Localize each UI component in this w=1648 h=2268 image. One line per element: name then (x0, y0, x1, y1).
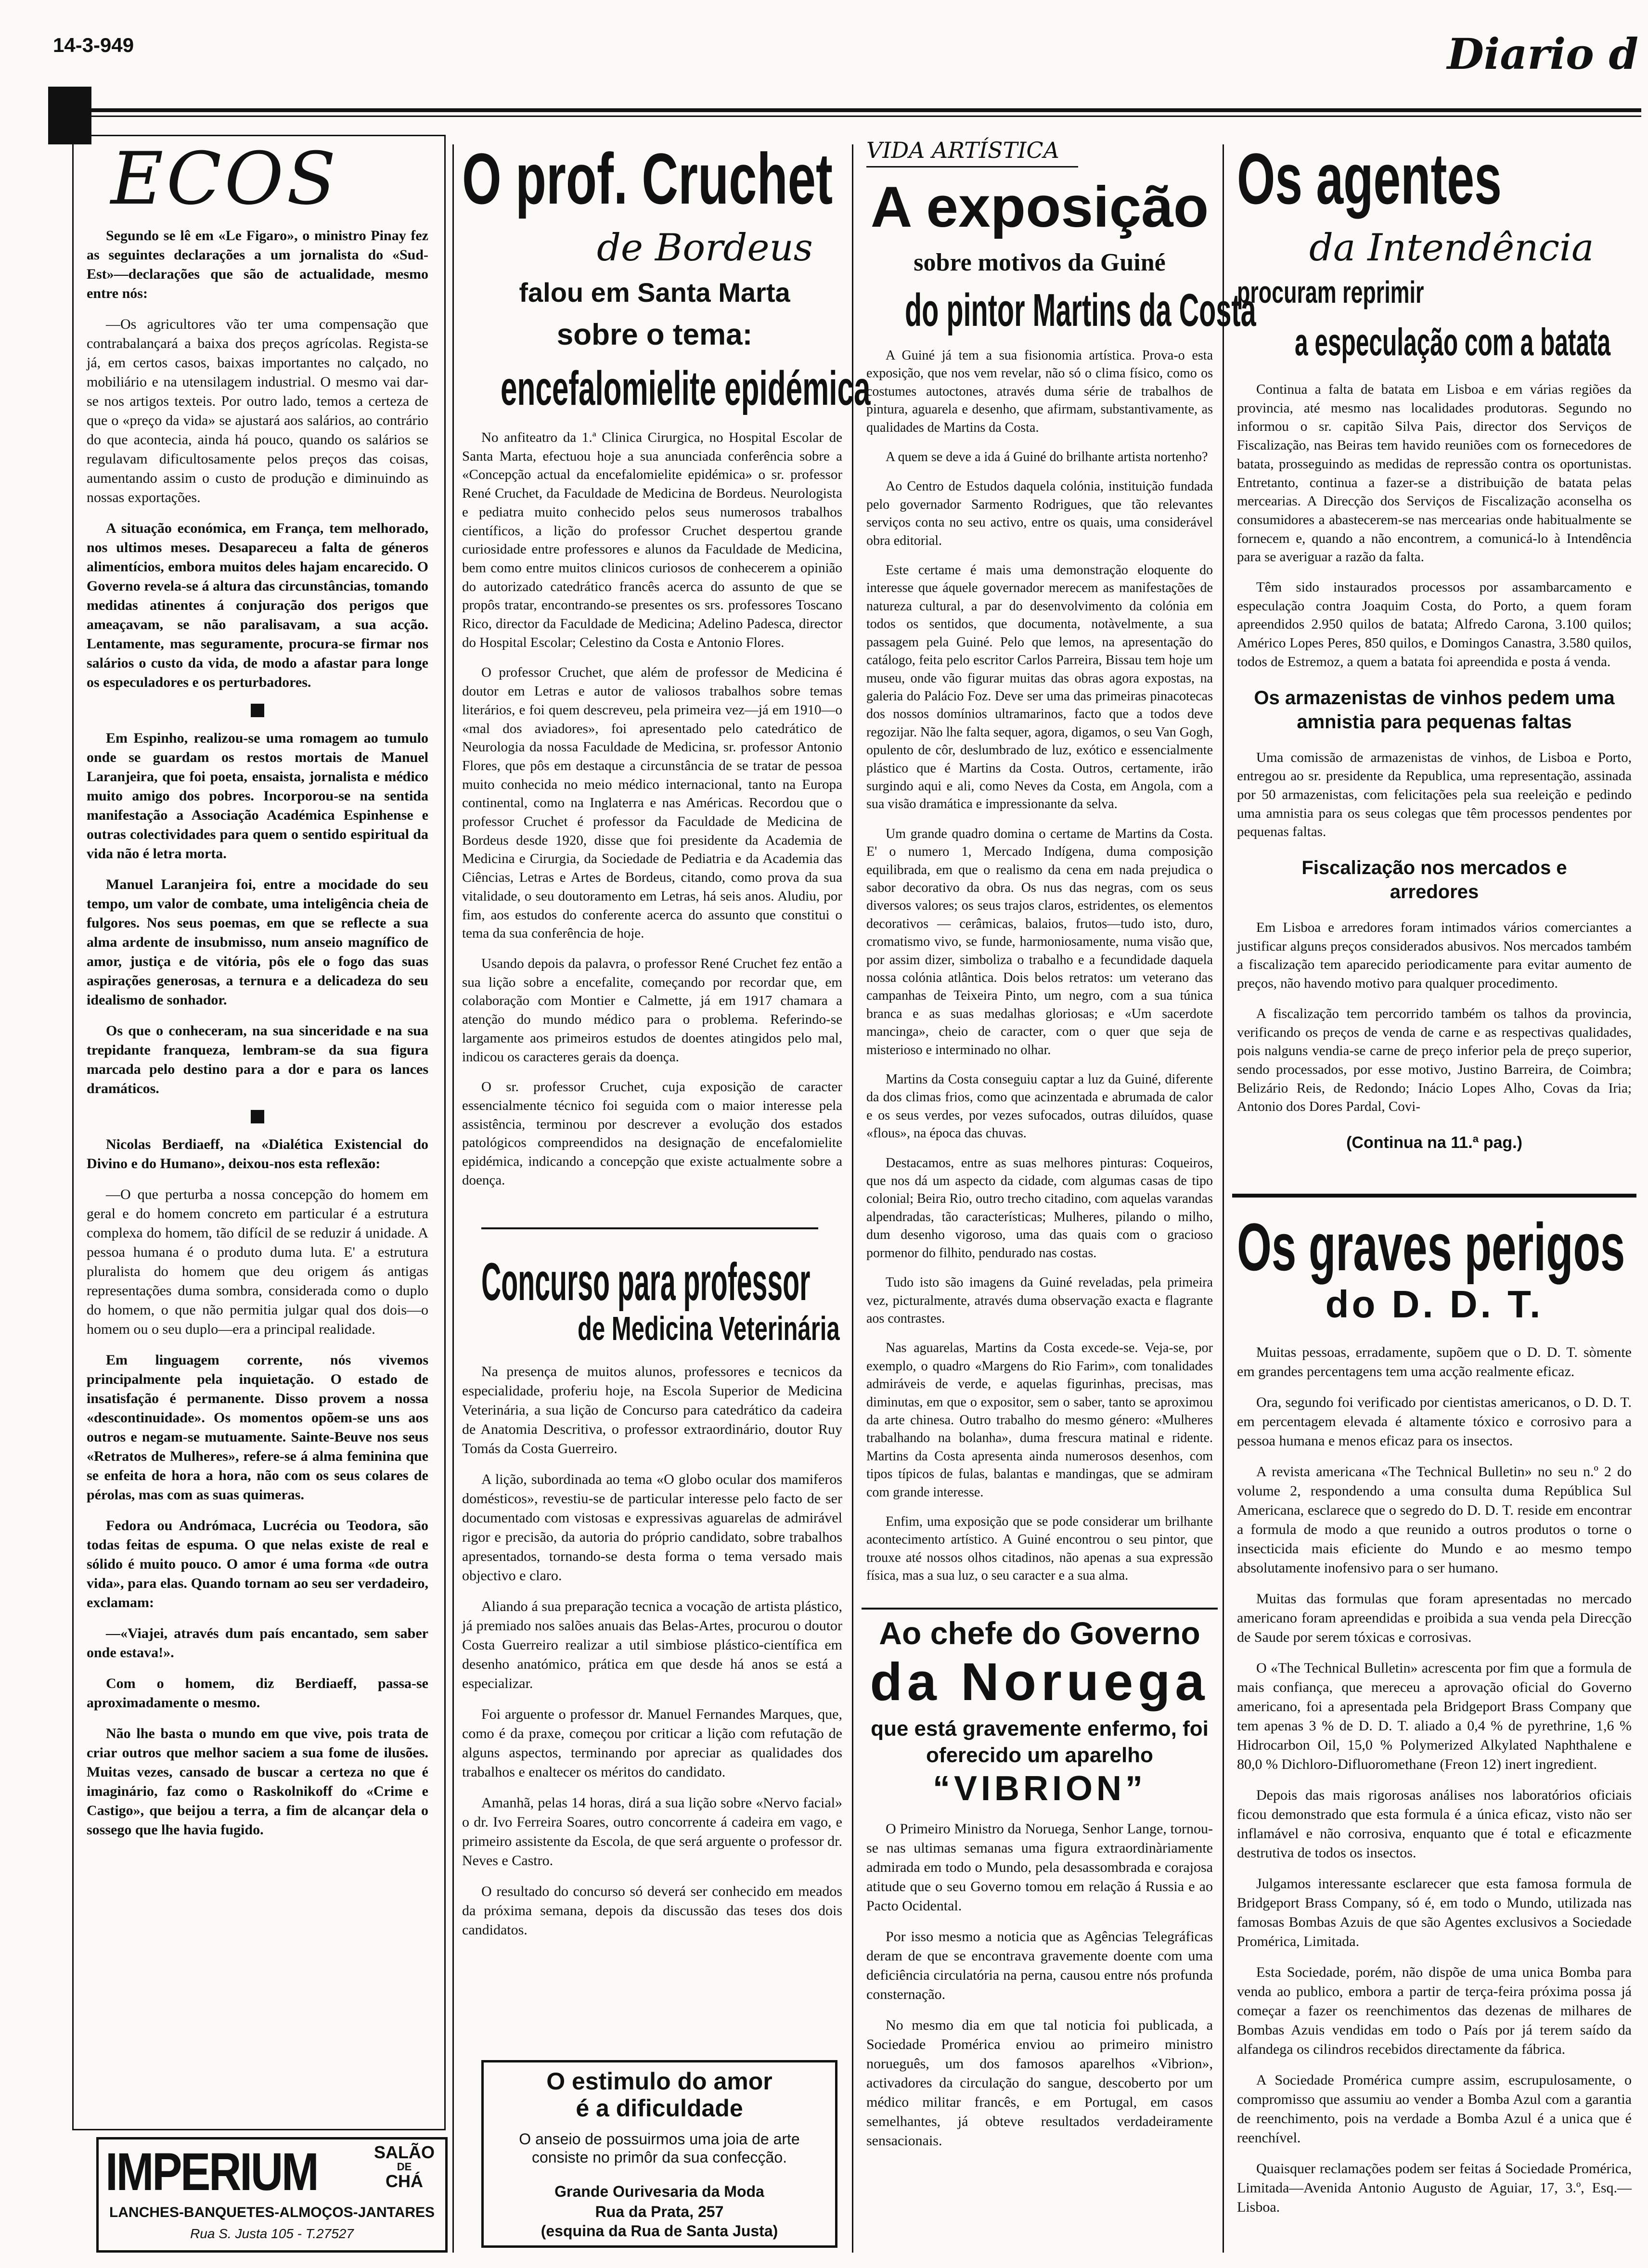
ddt-rule (1232, 1194, 1636, 1198)
exposicao-subtitle: sobre motivos da Guiné (914, 249, 1166, 276)
concurso-paragraph: O resultado do concurso só deverá ser conhecido em meados da próxima semana, depois da discussão das teses dos dois candidatos. (462, 1883, 842, 1938)
column-divider (452, 144, 454, 2253)
noruega-line2: da Noruega (870, 1652, 1210, 1712)
estimulo-address: (esquina da Rua de Santa Justa) (541, 2222, 778, 2240)
estimulo-title2: é a dificuldade (576, 2095, 743, 2122)
exposicao-paragraph: Tudo isto são imagens da Guiné reveladas, pela primeira vez, picturalmente, através duma observação exacta e flagrante aos contrastes. (866, 1275, 1213, 1326)
exposicao-paragraph: Este certame é mais uma demonstração eloquente do interesse que áquele governador merecem as manifestações de natureza cultural, a par do desenvolvimento da colónia em todos os sentidos, que documenta, notàvelmente, a sua passagem pela Guiné. Pelo que lemos, na apresentação do catálogo, feita pelo escritor Carlos Parreira, Bissau tem hoje um museu, onde vão figurar muitas das obras agora expostas, na galeria do Palácio Foz. Deve ser uma das primeiras pinacotecas dos nossos domínios ultramarinos, facto que a todos deve regozijar. Não lhe falta sequer, agora, digamos, o seu Van Gogh, opulento de côr, deslumbrado de luz, exótico e essencialmente plástico que é Martins da Costa. Outros, certamente, irão surgindo aqui e ali, como Neves da Costa, em Angola, com a sua visão dramática e impressionante da selva. (866, 563, 1213, 812)
estimulo-body: O anseio de possuirmos uma joia de arte consiste no primôr da sua confecção. (519, 2130, 800, 2166)
separator-square (251, 1110, 264, 1123)
cruchet-line1: falou em Santa Marta (519, 277, 790, 308)
ecos-column (87, 226, 428, 1851)
imperium-ad (96, 2137, 448, 2253)
agentes-paragraph: Em Lisboa e arredores foram intimados vários comerciantes a justificar alguns preços considerados abusivos. Nos mercados também a fiscalização tem aparecido periodicamente para evitar aumento de preços, não havendo motivo para qualquer procedimento. (1237, 920, 1632, 992)
noruega-rule (862, 1608, 1218, 1610)
agentes-subheading: Os armazenistas de vinhos pedem uma amnistia para pequenas faltas (1254, 687, 1615, 733)
exposicao-paragraph: Nas aguarelas, Martins da Costa excede-se. Veja-se, por exemplo, o quadro «Margens do Rio Farim», com tonalidades admiráveis de verde, e aquelas figurinhas, precisas, mas diminutas, em que o expositor, sem o saber, tanto se aproximou da arte chinesa. Outro trabalho do mesmo género: «Mulheres trabalhando na bolanha», duma frescura matinal e ridente. Martins da Costa apresenta ainda numerosos desenhos, com tipos típicos de fulas, balantas e mandingas, que se admiram com grande interesse. (866, 1340, 1213, 1500)
ecos-paragraph: Com o homem, diz Berdiaeff, passa-se aproximadamente o mesmo. (87, 1675, 428, 1711)
ddt-paragraph: Esta Sociedade, porém, não dispõe de uma unica Bomba para venda ao publico, embora a partir de terça-feira próxima possa já começar a fazer os reenchimentos das dezenas de milhares de Bombas Azuis vendidas em todo o País por já terem saído da alfandega os cilindros recebidos directamente da fábrica. (1237, 1964, 1632, 2057)
agentes-paragraph: Têm sido instaurados processos por assambarcamento e especulação contra Joaquim Costa, do Porto, a quem foram apreendidos 2.950 quilos de batata; Alfredo Carona, 3.100 quilos; Américo Lopes Peres, 850 quilos, e Domingos Canastra, 3.580 quilos, todos de Estremoz, a quem a batata foi apreendida e posta á venda. (1237, 580, 1632, 670)
ddt-paragraph: Muitas das formulas que foram apresentadas no mercado americano foram apreendidas e proibida a sua venda pela Direcção de Saude por serem tóxicas e corrosivas. (1237, 1591, 1632, 1645)
ddt-paragraph: A revista americana «The Technical Bulletin» no seu n.º 2 do volume 2, respondendo a uma consulta duma República Sul Americana, esclarece que o segredo do D. D. T. reside em encontrar a formula de modo a que reunido a outros produtos o torne o insecticida mais eficiente do Mundo e ao mesmo tempo absolutamente inofensivo para o ser humano. (1237, 1464, 1632, 1576)
ecos-paragraph: Os que o conheceram, na sua sinceridade e na sua trepidante franqueza, lembram-se da sua figura marcada pelo destino para a dor e para os lances dramáticos. (87, 1023, 428, 1096)
noruega-paragraph: Por isso mesmo a noticia que as Agências Telegráficas deram de que se encontrava gravemente doente com uma deficiência circulatória na perna, causou entre nós profunda consternação. (866, 1929, 1213, 2002)
ecos-title: ECOS (111, 137, 339, 221)
noruega-paragraph: No mesmo dia em que tal noticia foi publicada, a Sociedade Promérica enviou ao primeiro ministro norueguês, um dos famosos aparelhos «Vibrion», activadores da circulação do sangue, descoberto por um médico militar francês, e em Portugal, em casos semelhantes, já obteve resultados verdadeiramente sensacionais. (866, 2017, 1213, 2149)
ecos-paragraph: Segundo se lê em «Le Figaro», o ministro Pinay fez as seguintes declarações a um jornalista do «Sud-Est»—declarações que são de actualidade, mesmo entre nós: (87, 228, 428, 301)
noruega-line1: Ao chefe do Governo (879, 1615, 1200, 1651)
concurso-paragraph: Foi arguente o professor dr. Manuel Fernandes Marques, que, como é da praxe, começou por criticar a lição com refutação de alguns aspectos, terminando por apreciar as qualidades dos trabalhos e enaltecer os méritos do candidato. (462, 1706, 842, 1780)
imperium-tag-line: CHÁ (386, 2171, 423, 2191)
agentes-paragraph: Uma comissão de armazenistas de vinhos, de Lisboa e Porto, entregou ao sr. presidente da Republica, uma representação, assinada por 50 armazenistas, com felicitações pela sua reeleição e pedindo uma amnistia para os seus colegas que têm processos pendentes por pequenas faltas. (1237, 749, 1632, 840)
top-rule-thin (48, 116, 1641, 117)
exposicao-paragraph: A Guiné já tem a sua fisionomia artística. Prova-o esta exposição, que nos vem revelar, não só o clima físico, como os costumes autoctones, através duma série de trabalhos de pintura, aguarela e desenho, que afirmam, substantivamente, as qualidades de Martins da Costa. (866, 348, 1213, 435)
exposicao-paragraph: Destacamos, entre as suas melhores pinturas: Coqueiros, que nos dá um aspecto da cidade, com algumas casas de tipo colonial; Beira Rio, outro trecho citadino, com aquelas varandas alpendradas, tão características; Mulheres, pilando o milho, dum desenho vigoroso, uma das quais com o gracioso pormenor do filhito, pendurado nas costas. (866, 1155, 1213, 1261)
exposicao-paragraph: Um grande quadro domina o certame de Martins da Costa. E' o numero 1, Mercado Indígena, duma composição equilibrada, em que o realismo da cena em nada prejudica o sabor decorativo da obra. Os nus das negras, com os seus diversos valores; os seus trajos claros, estridentes, os elementos decorativos — cerâmicas, balaios, frutos—tudo isto, duro, cromatismo vivo, se funde, harmoniosamente, numa visão que, por assim dizer, simboliza o trabalho e a fecundidade daquela nossa colónia atlântica. Dois belos retratos: um veterano das campanhas de Teixeira Pinto, um negro, com a sua túnica branca e as suas medalhas gloriosas; e «Um sacerdote mancinga», cheio de caracter, com o quer que seja de misterioso e interminado no olhar. (866, 826, 1213, 1057)
noruega-line4: oferecido um aparelho (926, 1743, 1153, 1767)
agentes-subtitle: da Intendência (1309, 226, 1594, 270)
issue-date: 14-3-949 (53, 34, 134, 56)
ecos-paragraph: Não lhe basta o mundo em que vive, pois trata de criar outros que melhor saciem a sua fome de ilusões. Muitas vezes, cansado de buscar a certeza no que é imaginário, faz como o Raskolnikoff do «Crime e Castigo», que beijou a terra, a fim de alcançar dela o sossego que lhe havia fugido. (87, 1726, 428, 1838)
imperium-address: Rua S. Justa 105 - T.27527 (190, 2226, 354, 2241)
exposicao-kicker: VIDA ARTÍSTICA (866, 137, 1059, 163)
exposicao-line2: do pintor Martins da Costa (905, 284, 1256, 336)
cruchet-paragraph: Usando depois da palavra, o professor René Cruchet fez então a sua lição sobre a encefalite, começando por recordar que, em colaboração com Montier e Calmette, já em 1917 chamara a atenção do mundo médico para o problema. Referindo-se largamente aos primeiros estudos de doentes atingidos pelo mal, indicou os caracteres gerais da doença. (462, 955, 842, 1065)
estimulo-title1: O estimulo do amor (546, 2068, 772, 2095)
ecos-paragraph: Nicolas Berdiaeff, na «Dialética Existencial do Divino e do Humano», deixou-nos esta reflexão: (87, 1136, 428, 1172)
cruchet-line2: sobre o tema: (556, 318, 753, 351)
agentes-title: Os agentes (1237, 138, 1502, 219)
estimulo-shop: Grande Ourivesaria da Moda (554, 2183, 764, 2200)
ecos-paragraph: —Os agricultores vão ter uma compensação que contrabalançará a baixa dos preços agrícolas. Regista-se já, em certos casos, baixas importantes no calçado, no mobiliário e na utensilagem industrial. O mesmo vai dar-se nos artigos texteis. Por outro lado, temos a certeza de que o «preço da vida» se ajustará aos salários, ao contrário do que acontecia, ainda há pouco, quando os salários se regulavam dificultosamente pelos preços das coisas, aumentando assim o custo de produção e diminuindo as nossas exportações. (87, 316, 428, 505)
agentes-paragraph: A fiscalização tem percorrido também os talhos da provincia, verificando os preços de venda de carne e as respectivas qualidades, pois nalguns vendia-se carne de preço inferior pela de preço superior, sendo processados, por esse motivo, Justino Barreira, de Coimbra; Belizário Reis, de Redondo; Inácio Lopes Alho, Covas da Iria; Antonio dos Dores Pardal, Covi- (1237, 1005, 1632, 1115)
exposicao-paragraph: Ao Centro de Estudos daquela colónia, instituição fundada pelo governador Sarmento Rodrigues, que tão relevantes serviços conta no seu activo, entre os quais, uma considerável obra editorial. (866, 479, 1213, 548)
concurso-title: Concurso para professor (481, 1252, 811, 1312)
concurso-paragraph: Na presença de muitos alunos, professores e tecnicos da especialidade, proferiu hoje, na Escola Superior de Medicina Veterinária, a sua lição de Concurso para catedrático da cadeira de Anatomia Descritiva, o professor extraordinário, doutor Ruy Tomás da Costa Guerreiro. (462, 1364, 842, 1456)
ddt-title: Os graves perigos (1237, 1209, 1625, 1285)
concurso-paragraph: Aliando á sua preparação tecnica a vocação de artista plástico, já premiado nos salões anuais das Belas-Artes, procurou o doutor Costa Guerreiro realizar a util simbiose plástico-científica em desenho anatómico, prática em que desde há anos se está a especializar. (462, 1598, 842, 1691)
ecos-paragraph: —«Viajei, através dum país encantado, sem saber onde estava!». (87, 1625, 428, 1661)
cruchet-body (462, 428, 842, 1201)
concurso-paragraph: A lição, subordinada ao tema «O globo ocular dos mamiferos domésticos», revestiu-se de particular interesse pelo facto de ser documentado com vistosas e expressivas aguarelas de admirável rigor e precisão, da autoria do próprio candidato, sobre trabalhos apresentados, tornando-se desta forma o tema versado mais objectivo e claro. (462, 1471, 842, 1584)
exposicao-body (866, 347, 1213, 1597)
concurso-body (462, 1362, 842, 1951)
column-divider (1223, 144, 1224, 2253)
ecos-paragraph: Em linguagem corrente, nós vivemos principalmente pela inquietação. O estado de insatisfação é permanente. Disso provem a nossa «descontinuidade». Os momentos opõem-se uns aos outros e negam-se mutuamente. Sainte-Beuve nos seus «Retratos de Mulheres», refere-se á alma feminina que se enfeita de hora a hora, não com os seus colares de pérolas, mas com as suas quimeras. (87, 1352, 428, 1503)
exposicao-paragraph: A quem se deve a ida á Guiné do brilhante artista nortenho? (886, 450, 1208, 465)
ecos-paragraph: Manuel Laranjeira foi, entre a mocidade do seu tempo, um valor de combate, uma inteligência cheia de fulgores. Nos seus poemas, em que se reflecte a sua alma ardente de insubmisso, num anseio magnífico de amor, justiça e de vitória, pôs ele o fogo das suas aspirações generosas, a ternura e a delicadeza do seu idealismo de sonhador. (87, 876, 428, 1008)
ddt-paragraph: Ora, segundo foi verificado por cientistas americanos, o D. D. T. em percentagem elevada é altamente tóxico e corrosivo para a pessoa humana e menos eficaz para os insectos. (1237, 1394, 1632, 1449)
top-rule (48, 108, 1641, 112)
agentes-subheading: Fiscalização nos mercados e arredores (1301, 857, 1567, 903)
agentes-line1: procuram reprimir (1237, 275, 1424, 309)
ddt-paragraph: Julgamos interessante esclarecer que esta famosa formula de Bridgeport Brass Company, só é, em todo o Mundo, utilizada nas famosas Bombas Azuis de que são Agentes exclusivos a Sociedade Promérica, Limitada. (1237, 1876, 1632, 1949)
cruchet-line3: encefalomielite epidémica (501, 361, 871, 415)
estimulo-address: Rua da Prata, 257 (595, 2203, 724, 2220)
agentes-paragraph: Continua a falta de batata em Lisboa e em várias regiões da provincia, até mesmo nas localidades produtoras. Segundo no informou o sr. capitão Silva Pais, director dos Serviços de Fiscalização, nas Beiras tem havido reuniões com os fornecedores de batata, prosseguindo as medidas de repressão contra os oportunistas. Entretanto, continua a fazer-se a distribuição de batata pelas mercearias. A Direcção dos Serviços de Fiscalização aconselha os consumidores a abastecerem-se nas mercearias onde habitualmente se fornecem e, quando a não encontrem, a comunicá-lo à Intendência para se averiguar a razão da falta. (1237, 382, 1632, 565)
cruchet-end-rule (481, 1227, 818, 1229)
noruega-line5: “VIBRION” (932, 1769, 1147, 1808)
column-divider (852, 144, 853, 2253)
ddt-paragraph: O «The Technical Bulletin» acrescenta por fim que a formula de mais confiança, que mereceu a aprovação oficial do Governo americano, foi a apresentada pela Bridgeport Brass Company que tem apenas 3 % de D. D. T. aliado a 0,4 % de pyrethrine, 1,6 % Hidrocarbon Oil, 15,0 % Polymerized Alkylated Naphthalene e 80,0 % Dichloro-Difluoromethane (Freon 12) inert ingredient. (1237, 1660, 1632, 1772)
exposicao-paragraph: Martins da Costa conseguiu captar a luz da Guiné, diferente da dos climas frios, como que acinzentada e abrumada de calor e os seus verdes, por vezes sufocados, outras diluídos, quase «flous», na época das chuvas. (866, 1072, 1213, 1141)
imperium-tag-line: DE (397, 2161, 412, 2173)
imperium-tag-line: SALÃO (374, 2142, 435, 2162)
exposicao-paragraph: Enfim, uma exposição que se pode considerar um brilhante acontecimento artístico. A Guiné encontrou o seu pintor, que trouxe até nossos olhos citadinos, não apenas a sua expressão física, mas a sua luz, o seu caracter e a sua alma. (866, 1514, 1213, 1584)
concurso-subtitle: de Medicina Veterinária (578, 1310, 840, 1347)
cruchet-paragraph: O sr. professor Cruchet, cuja exposição de caracter essencialmente técnico foi seguida com o maior interesse pela assistência, terminou por descrever a evolução dos estados patológicos compreendidos na designação de encefalomielite epidémica, indicando a concepção que existe actualmente sobre a doença. (462, 1079, 842, 1188)
agentes-line2: a especulação com a batata (1295, 321, 1611, 363)
imperium-tag (368, 2143, 440, 2191)
noruega-line3: que está gravemente enfermo, foi (871, 1717, 1209, 1740)
noruega-paragraph: O Primeiro Ministro da Noruega, Senhor Lange, tornou-se nas ultimas semanas uma figura extraordinàriamente admirada em todo o Mundo, pela desassombrada e corajosa atitude que o seu Governo tomou em relação á Russia e ao Pacto Ocidental. (866, 1821, 1213, 1914)
ecos-paragraph: Em Espinho, realizou-se uma romagem ao tumulo onde se guardam os restos mortais de Manuel Laranjeira, que foi poeta, ensaista, jornalista e médico muito amigo dos pobres. Incorporou-se na sentida manifestação a Associação Académica Espinhense e outras colectividades para quem o sentido espiritual da vida não é letra morta. (87, 730, 428, 862)
ddt-paragraph: Quaisquer reclamações podem ser feitas á Sociedade Promérica, Limitada—Avenida Antonio Augusto de Aguiar, 17, 3.º, Esq.—Lisboa. (1237, 2161, 1632, 2215)
concurso-paragraph: Amanhã, pelas 14 horas, dirá a sua lição sobre «Nervo facial» o dr. Ivo Ferreira Soares, outro concorrente á cadeira em vago, e primeiro assistente da Escola, de que será arguente o professor dr. Neves e Castro. (462, 1795, 842, 1869)
ecos-paragraph: Fedora ou Andrómaca, Lucrécia ou Teodora, são todas feitas de espuma. O que nelas existe de real e sólido é muito pouco. O amor é uma forma «de outra vida», para elas. Quando tornam ao seu ser verdadeiro, exclamam: (87, 1518, 428, 1611)
ddt-paragraph: Depois das mais rigorosas análises nos laboratórios oficiais ficou demonstrado que esta formula é a única eficaz, visto não ser inflamável e não corrosiva, enquanto que é total e eficazmente destrutiva de todos os insectos. (1237, 1787, 1632, 1861)
imperium-services: LANCHES-BANQUETES-ALMOÇOS-JANTARES (109, 2204, 435, 2220)
exposicao-title: A exposição (870, 175, 1209, 239)
newspaper-name: Diario d (1447, 29, 1638, 79)
cruchet-title: O prof. Cruchet (462, 138, 833, 219)
separator-square (251, 704, 264, 717)
cruchet-subtitle: de Bordeus (597, 226, 813, 270)
noruega-body (866, 1819, 1213, 2162)
estimulo-ad (481, 2060, 837, 2248)
cruchet-paragraph: No anfiteatro da 1.ª Clinica Cirurgica, no Hospital Escolar de Santa Marta, efectuou hoje a sua anunciada conferência sobre a «Concepção actual da encefalomielite epidémica» o sr. professor René Cruchet, da Faculdade de Medicina de Bordeus. Neurologista e pediatra muito conhecido pelos seus numerosos trabalhos científicos, a lição do professor Cruchet despertou grande curiosidade entre professores e alunos da Faculdade de Medicina, bem como entre muitos clinicos curiosos de conhecerem a opinião do autorizado catedrático francês acerca do assunto de que se propôs tratar, encontrando-se presentes os srs. professores Toscano Rico, director da Faculdade de Medicina; Adelino Padesca, director do Hospital Escolar; Celestino da Costa e Antonio Flores. (462, 430, 842, 650)
cruchet-paragraph: O professor Cruchet, que além de professor de Medicina é doutor em Letras e autor de valiosos trabalhos sobre temas literários, e foi quem descreveu, pela primeira vez—já em 1910—o «mal dos aviadores», foi apresentado pelo catedrático de Neurologia da nossa Faculdade de Medicina, sr. professor Antonio Flores, que pôs em destaque a circunstância de se tratar de pessoa muito conhecida no meio médico internacional, tanto na Europa continental, como na Inglaterra e nas Américas. Recordou que o professor Cruchet é professor da Faculdade de Medicina de Bordeus desde 1920, disse que foi presidente da Academia de Medicina e Cirurgia, da Sociedade de Pediatria e da Academia das Ciências, Letras e Artes de Bordeus, citando, como prova da sua vitalidade, o seu doutoramento em Letras, há seis anos. Aludiu, por fim, aos estudos do conferente acerca do assunto que constitui o tema da sua conferência de hoje. (462, 665, 842, 941)
ecos-paragraph: —O que perturba a nossa concepção do homem em geral e do homem concreto em particular é a estrutura complexa do homem, tão difícil de se reduzir á unidade. A pessoa humana é o produto duma luta. E' a estrutura pluralista do homem que deu origem ás antigas representações duma sombra, considerada como o duplo do homem, o que não permitia julgar qual dos dois—o homem ou o seu duplo—era a principal realidade. (87, 1186, 428, 1337)
continua-note: (Continua na 11.ª pag.) (1346, 1134, 1522, 1152)
agentes-body (1237, 380, 1632, 1169)
ecos-paragraph: A situação económica, em França, tem melhorado, nos ultimos meses. Desapareceu a falta de géneros alimentícios, embora muitos deles hajam encarecido. O Governo revela-se á altura das circunstâncias, tomando medidas atinentes á conjuração dos perigos que ameaçavam, se não paralisavam, a sua acção. Lentamente, mas seguramente, procura-se firmar nos salários o custo da vida, de modo a afastar para longe os especuladores e os perturbadores. (87, 520, 428, 690)
ddt-subtitle: do D. D. T. (1325, 1283, 1544, 1326)
exposicao-kicker-rule (866, 166, 1078, 168)
ddt-body (1237, 1343, 1632, 2229)
imperium-name: IMPERIUM (105, 2142, 318, 2202)
ddt-paragraph: A Sociedade Promérica cumpre assim, escrupulosamente, o compromisso que assumiu ao vender a Bomba Azul com a garantia de reenchimento, pois na verdade a Bomba Azul é a unica que é reenchível. (1237, 2072, 1632, 2146)
ddt-paragraph: Muitas pessoas, erradamente, supõem que o D. D. T. sòmente em grandes percentagens tem uma acção realmente eficaz. (1237, 1344, 1632, 1379)
